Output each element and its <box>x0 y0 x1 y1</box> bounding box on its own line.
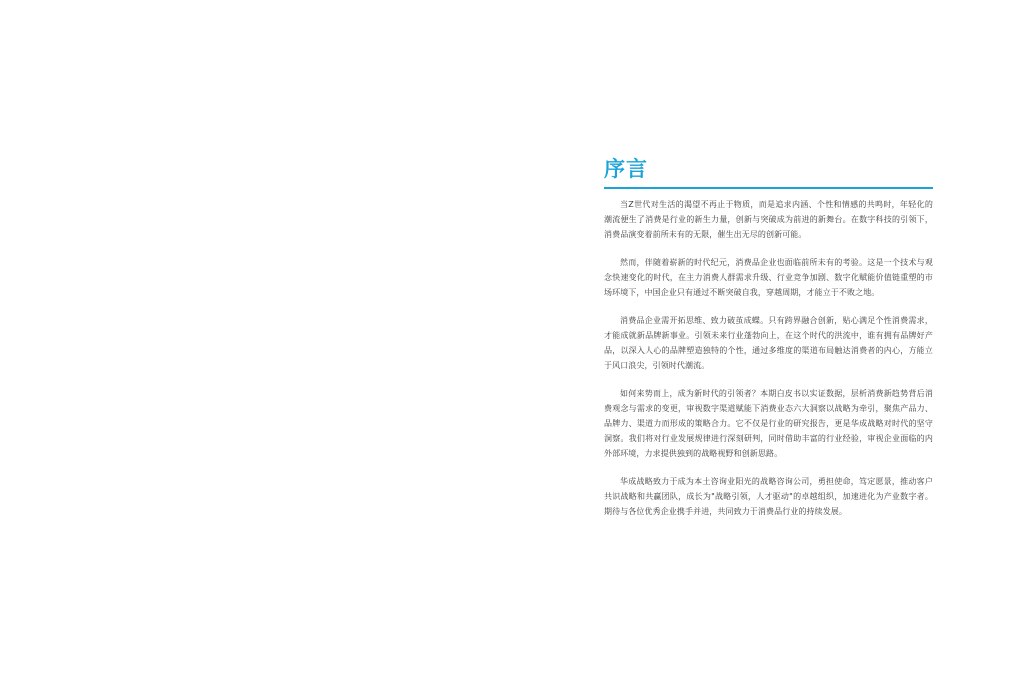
page-title: 序言 <box>604 157 648 181</box>
paragraph: 然而，伴随着崭新的时代纪元，消费品企业也面临前所未有的考验。这是一个技术与观念快速变化的时代，在主力消费人群需求升级、行业竞争加剧、数字化赋能价值链重塑的市场环境下，中国企业只有通过不断突破自我，穿越周期，才能立于不败之地。 <box>604 258 933 297</box>
paragraph: 如何来势而上，成为新时代的引领者？本期白皮书以实证数据，层析消费新趋势背后消费观念与需求的变更，审视数字渠道赋能下消费业态六大洞察以战略为牵引，聚焦产品力、品牌力、渠道力而形成的策略合力。它不仅是行业的研究报告，更是华成战略对时代的坚守洞察。我们将对行业发展规律进行深刻研判，同时借助丰富的行业经验，审视企业面临的内外部环境，力求提供独到的战略视野和创新思路。 <box>604 389 933 458</box>
right-page <box>512 0 1024 695</box>
paragraph: 华成战略致力于成为本土咨询业阳光的战略咨询公司，勇担使命，笃定愿景，推动客户共识战略和共赢团队，成长为"战略引领，人才驱动"的卓越组织，加速进化为产业数字者。期待与各位优秀企业携手并进，共同致力于消费品行业的持续发展。 <box>604 477 933 516</box>
paragraph: 当Z世代对生活的渴望不再止于物质，而是追求内涵、个性和情感的共鸣时，年轻化的潮流便生了消费是行业的新生力量，创新与突破成为前进的新舞台。在数字科技的引领下，消费品演变着前所未有的无限，催生出无尽的创新可能。 <box>604 200 933 239</box>
preface-body <box>604 197 933 532</box>
title-underline <box>604 187 933 189</box>
paragraph: 消费品企业需开拓思维、致力破茧成蝶。只有跨界融合创新，贴心满足个性消费需求，才能成就新品牌新事业。引领未来行业蓬勃向上，在这个时代的洪流中，谁有拥有品牌好产品，以深入人心的品牌塑造独特的个性，通过多维度的渠道布局触达消费者的内心，方能立于风口浪尖，引领时代潮流。 <box>604 316 933 370</box>
